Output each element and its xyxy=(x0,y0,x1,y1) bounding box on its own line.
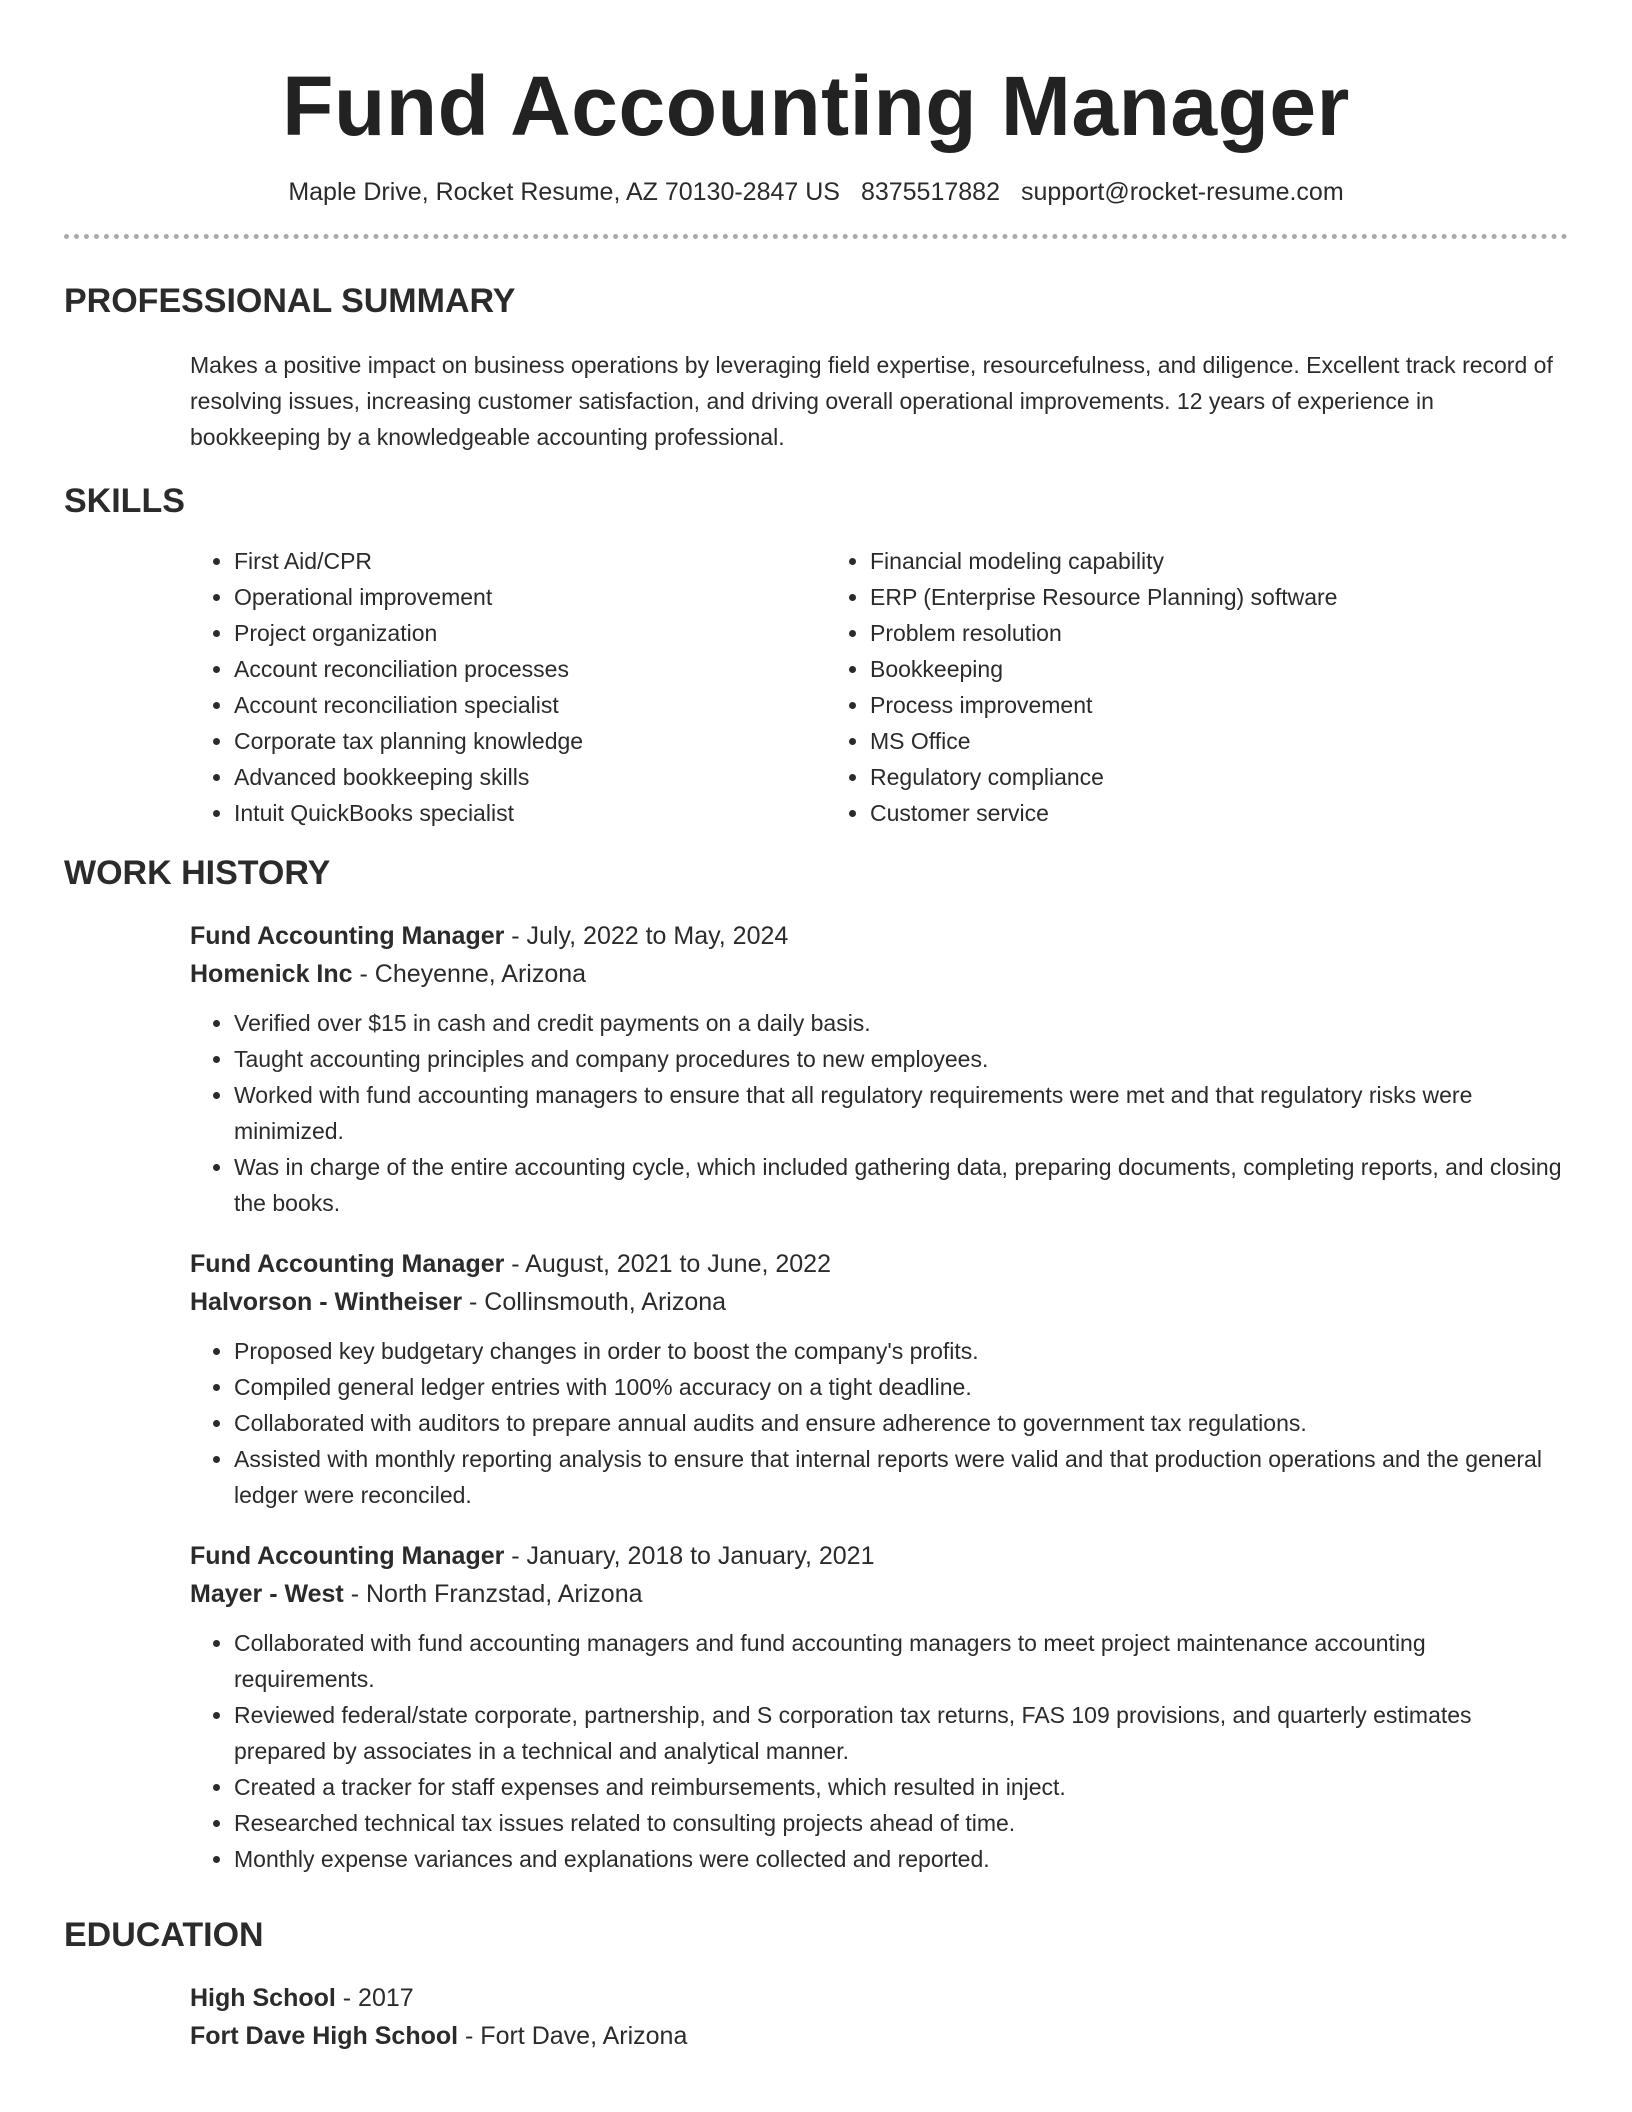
skill-item: • Problem resolution xyxy=(870,615,1568,651)
job-entry xyxy=(190,1245,1568,1513)
skill-item: • Process improvement xyxy=(870,687,1568,723)
contact-address: Maple Drive, Rocket Resume, AZ 70130-2847 US xyxy=(288,178,840,206)
job-dates: - August, 2021 to June, 2022 xyxy=(504,1250,831,1278)
job-company-line xyxy=(190,1575,1568,1613)
job-entry xyxy=(190,1537,1568,1877)
job-entry xyxy=(190,917,1568,1221)
education-entry xyxy=(190,1979,1568,2055)
job-bullet: • Collaborated with auditors to prepare annual audits and ensure adherence to government tax regulations. xyxy=(234,1405,1568,1441)
job-company: Halvorson - Wintheiser xyxy=(190,1288,463,1316)
job-bullets xyxy=(190,1333,1568,1513)
education-degree-line xyxy=(190,1979,1568,2017)
section-title-education: EDUCATION xyxy=(64,1916,264,1954)
skill-item: • Account reconciliation specialist xyxy=(234,687,826,723)
education-school-line xyxy=(190,2017,1568,2055)
job-title-line xyxy=(190,917,1568,955)
job-bullet: • Was in charge of the entire accounting cycle, which included gathering data, preparing documents, completing reports, and closing the books. xyxy=(234,1149,1568,1221)
contact-line xyxy=(64,176,1568,208)
job-bullet: • Taught accounting principles and company procedures to new employees. xyxy=(234,1041,1568,1077)
section-title-work-history: WORK HISTORY xyxy=(64,854,331,892)
skills-list xyxy=(190,543,1568,831)
skill-item: • Advanced bookkeeping skills xyxy=(234,759,826,795)
job-bullet: • Verified over $15 in cash and credit payments on a daily basis. xyxy=(234,1005,1568,1041)
job-bullet: • Compiled general ledger entries with 100% accuracy on a tight deadline. xyxy=(234,1369,1568,1405)
job-role: Fund Accounting Manager xyxy=(190,1250,505,1278)
skill-item: • Customer service xyxy=(870,795,1568,831)
job-role: Fund Accounting Manager xyxy=(190,1542,505,1570)
job-dates: - July, 2022 to May, 2024 xyxy=(504,922,789,950)
job-company: Mayer - West xyxy=(190,1580,344,1608)
summary-text: Makes a positive impact on business operations by leveraging field expertise, resourcefulness, and diligence. Excellent track record of resolving issues, increasing customer satisfaction, and driving overall operational improvements. 12 years of experience in bookkeeping by a knowledgeable accounting professional. xyxy=(190,352,1553,450)
skills-column-left xyxy=(190,543,826,831)
contact-phone: 8375517882 xyxy=(860,178,1000,206)
job-company-line xyxy=(190,1283,1568,1321)
education-degree: High School xyxy=(190,1984,336,2012)
dotted-divider xyxy=(64,234,1568,239)
job-bullet: • Worked with fund accounting managers to ensure that all regulatory requirements were met and that regulatory risks were minimized. xyxy=(234,1077,1568,1149)
job-bullet: • Proposed key budgetary changes in order to boost the company's profits. xyxy=(234,1333,1568,1369)
job-bullet: • Monthly expense variances and explanations were collected and reported. xyxy=(234,1841,1568,1877)
skill-item: • First Aid/CPR xyxy=(234,543,826,579)
skill-item: • Regulatory compliance xyxy=(870,759,1568,795)
job-location: - Collinsmouth, Arizona xyxy=(462,1288,727,1316)
job-dates: - January, 2018 to January, 2021 xyxy=(504,1542,875,1570)
job-title-line xyxy=(190,1245,1568,1283)
job-bullets xyxy=(190,1625,1568,1877)
section-title-summary: PROFESSIONAL SUMMARY xyxy=(64,282,516,320)
skill-item: • Financial modeling capability xyxy=(870,543,1568,579)
job-role: Fund Accounting Manager xyxy=(190,922,505,950)
job-title-line xyxy=(190,1537,1568,1575)
job-bullet: • Assisted with monthly reporting analysis to ensure that internal reports were valid and that production operations and the general ledger were reconciled. xyxy=(234,1441,1568,1513)
education-location: - Fort Dave, Arizona xyxy=(458,2022,688,2050)
skill-item: • Bookkeeping xyxy=(870,651,1568,687)
skill-item: • Intuit QuickBooks specialist xyxy=(234,795,826,831)
education-year: - 2017 xyxy=(335,1984,414,2012)
resume-name: Fund Accounting Manager xyxy=(282,59,1350,153)
skill-item: • ERP (Enterprise Resource Planning) software xyxy=(870,579,1568,615)
education-school: Fort Dave High School xyxy=(190,2022,459,2050)
skills-column-right xyxy=(826,543,1568,831)
skill-item: • MS Office xyxy=(870,723,1568,759)
job-bullet: • Reviewed federal/state corporate, partnership, and S corporation tax returns, FAS 109 provisions, and quarterly estimates prepared by associates in a technical and analytical manner. xyxy=(234,1697,1568,1769)
section-title-skills: SKILLS xyxy=(64,482,185,520)
job-bullet: • Collaborated with fund accounting managers and fund accounting managers to meet project maintenance accounting requirements. xyxy=(234,1625,1568,1697)
job-location: - North Franzstad, Arizona xyxy=(343,1580,643,1608)
job-bullet: • Created a tracker for staff expenses and reimbursements, which resulted in inject. xyxy=(234,1769,1568,1805)
job-company: Homenick Inc xyxy=(190,960,353,988)
contact-email: support@rocket-resume.com xyxy=(1020,178,1344,206)
skill-item: • Account reconciliation processes xyxy=(234,651,826,687)
job-company-line xyxy=(190,955,1568,993)
skill-item: • Corporate tax planning knowledge xyxy=(234,723,826,759)
skill-item: • Project organization xyxy=(234,615,826,651)
job-location: - Cheyenne, Arizona xyxy=(352,960,587,988)
job-bullets xyxy=(190,1005,1568,1221)
skill-item: • Operational improvement xyxy=(234,579,826,615)
job-bullet: • Researched technical tax issues related to consulting projects ahead of time. xyxy=(234,1805,1568,1841)
